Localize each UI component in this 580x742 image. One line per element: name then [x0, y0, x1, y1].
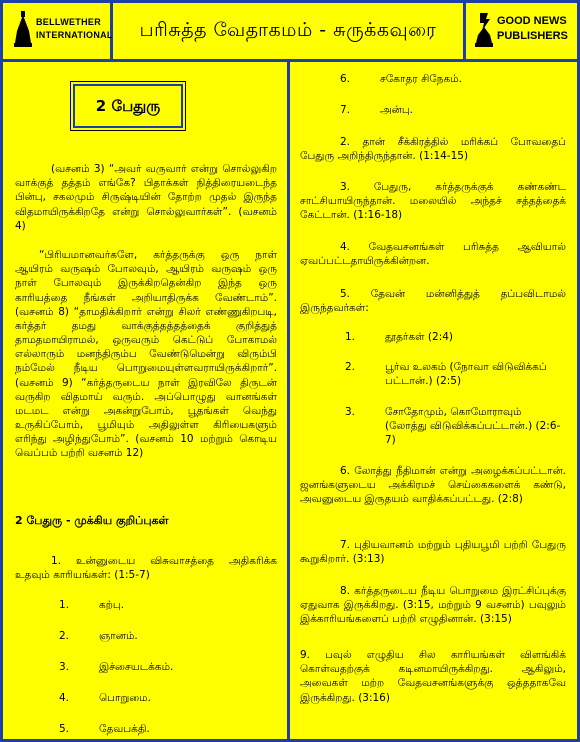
- left-logo-line-1: BELLWETHER: [36, 17, 101, 28]
- list-item-text: பொறுமை.: [99, 692, 151, 704]
- bellwether-logo: [13, 9, 113, 49]
- key-point-6: 6. லோத்து நீதிமான் என்று அழைக்கப்பட்டான். ஜனங்களுடைய அக்கிரமச் செய்கைகளைக் கண்டு, அவனுடைய இருதயம் வாதிக்கப்பட்டது. (2:8): [300, 465, 566, 506]
- key-point-4: 4. வேதவசனங்கள் பரிசுத்த ஆவியால் ஏவப்பட்டதாயிருக்கின்றன.: [300, 241, 566, 268]
- list-item-number: 1.: [345, 331, 356, 343]
- list-item-text: தேவபக்தி.: [99, 723, 150, 735]
- bellwether-logo-icon: [13, 9, 33, 49]
- list-item-text: ஞானம்.: [99, 630, 138, 642]
- key-points-heading: 2 பேதுரு - முக்கிய குறிப்புகள்: [15, 514, 169, 527]
- quotation-paragraph: “பிரியமானவர்களே, கர்த்தருக்கு ஒரு நாள் ஆயிரம் வருஷம் போலவும், ஆயிரம் வருஷம் ஒரு நாள் போலவும் இருக்கிறதென்கிற இந்த ஒரு காரியத்தை நீங்கள் அறியாதிருக்க வேண்டாம்”. (வசனம் 8) “தாமதிக்கிறார் என்று சிலர் எண்ணுகிறபடி, கர்த்தர் தமது வாக்குத்தத்தத்தைக் குறித்துத் தாமதமாயிராமல், ஒருவரும் கெட்டுப் போகாமல் எல்லாரும் மனந்திரும்ப வேண்டுமென்று விரும்பி நம்மேல் நீடிய பொறுமையுள்ளவராயிருக்கிறார்”. (வசனம் 9) “கர்த்தருடைய நாள் இரவிலே திருடன் வருகிற விதமாய் வரும். அப்பொழுது வானங்கள் மடமட என்று அகன்றுபோம், பூதங்கள் வெந்து உருகிப்போம், பூமியும் அதிலுள்ள கிரியைகளும் எரிந்து அழிந்துபோம்”. (வசனம் 10 மற்றும் கொடிய வெப்பம் பற்றி வசனம் 12): [15, 249, 277, 460]
- list-item-text: அன்பு.: [380, 104, 414, 116]
- key-point-1: 1. உன்னுடைய விசுவாசத்தை அதிகரிக்க உதவும் காரியங்கள்: (1:5-7): [15, 555, 277, 582]
- list-item: [59, 598, 124, 612]
- list-item: [59, 722, 150, 736]
- right-column: [290, 62, 577, 739]
- list-item: [345, 330, 565, 344]
- book-title-box: [73, 84, 183, 128]
- key-point-2: 2. தான் சீக்கிரத்தில் மரிக்கப் போவதைப் பேதுரு அறிந்திருந்தான். (1:14-15): [300, 136, 566, 163]
- left-column: [3, 62, 287, 739]
- list-item-number: 1.: [59, 599, 70, 611]
- key-point-8: 8. கர்த்தருடைய நீடிய பொறுமை இரட்சிப்புக்கு ஏதுவாக இருக்கிறது. (3:15, மற்றும் 9 வசனம்) பவுலும் இக்காரியங்களைப் பற்றி எழுதினான். (3:15): [300, 585, 566, 626]
- list-item-number: 3.: [59, 661, 70, 673]
- list-item-number: 6.: [340, 73, 351, 85]
- list-item-number: 4.: [59, 692, 70, 704]
- list-item-text: தூதர்கள் (2:4): [385, 331, 454, 343]
- book-title: 2 பேதுரு: [95, 96, 161, 115]
- list-item: [59, 629, 138, 643]
- list-item: [345, 405, 565, 448]
- list-item-number: 3.: [345, 406, 356, 418]
- list-item: [59, 660, 173, 674]
- left-logo-line-2: INTERNATIONAL: [36, 30, 113, 40]
- title-box: [113, 3, 466, 59]
- left-logo-box: [3, 3, 113, 59]
- right-logo-line-1: GOOD NEWS: [497, 14, 567, 27]
- good-news-logo: [474, 9, 568, 49]
- list-item: [345, 360, 565, 388]
- list-item-number: 7.: [340, 104, 351, 116]
- right-logo-line-2: PUBLISHERS: [497, 30, 568, 42]
- key-point-5: 5. தேவன் மன்னித்துத் தப்பவிடாமல் இருந்தவர்கள்:: [300, 288, 566, 315]
- header-bar: [0, 0, 580, 62]
- good-news-logo-icon: [474, 9, 494, 49]
- list-item-text: சோதோமும், கொமோராவும் (லோத்து விடுவிக்கப்பட்டான்.) (2:6-7): [385, 406, 561, 447]
- list-item-number: 5.: [59, 723, 70, 735]
- list-item: [59, 691, 151, 705]
- list-item-number: 2.: [345, 361, 356, 373]
- list-item: [340, 103, 413, 117]
- list-item-text: கற்பு.: [99, 599, 125, 611]
- key-point-3: 3. பேதுரு, கர்த்தருக்குக் கண்கண்ட சாட்சியாயிருந்தான். மலையில் அந்தச் சத்தத்தைக் கேட்டான். (1:16-18): [300, 181, 566, 222]
- key-point-9: 9. பவுல் எழுதிய சில காரியங்கள் விளங்கிக் கொள்வதற்குக் கடினமாயிருக்கிறது. ஆகிலும், அவைகள் மற்ற வேதவசனங்களுக்கு ஒத்ததாகவே இருக்கிறது. (3:16): [300, 649, 566, 704]
- right-logo-box: [466, 3, 577, 59]
- list-item: [340, 72, 462, 86]
- key-point-7: 7. புதியவானம் மற்றும் புதியபூமி பற்றி பேதுரு கூறுகிறார். (3:13): [300, 539, 566, 566]
- list-item-number: 2.: [59, 630, 70, 642]
- list-item-text: சகோதர சிநேகம்.: [380, 73, 462, 85]
- intro-paragraph: (வசனம் 3) “அவர் வருவார் என்று சொல்லுகிற வாக்குத் தத்தம் எங்கே? பிதாக்கள் நித்திரையடைந்த பின்பு, சகலமும் சிருஷ்டியின் தோற்ற முதல் இருந்த விதமாயிருக்கிறதே என்று சொல்லுவார்கள்”. (வசனம் 4): [15, 163, 277, 232]
- list-item-text: பூர்வ உலகம் (நோவா விடுவிக்கப் பட்டான்.) (2:5): [385, 361, 547, 388]
- list-item-text: இச்சையடக்கம்.: [99, 661, 174, 673]
- page-title: பரிசுத்த வேதாகமம் - சுருக்கவுரை: [139, 19, 437, 42]
